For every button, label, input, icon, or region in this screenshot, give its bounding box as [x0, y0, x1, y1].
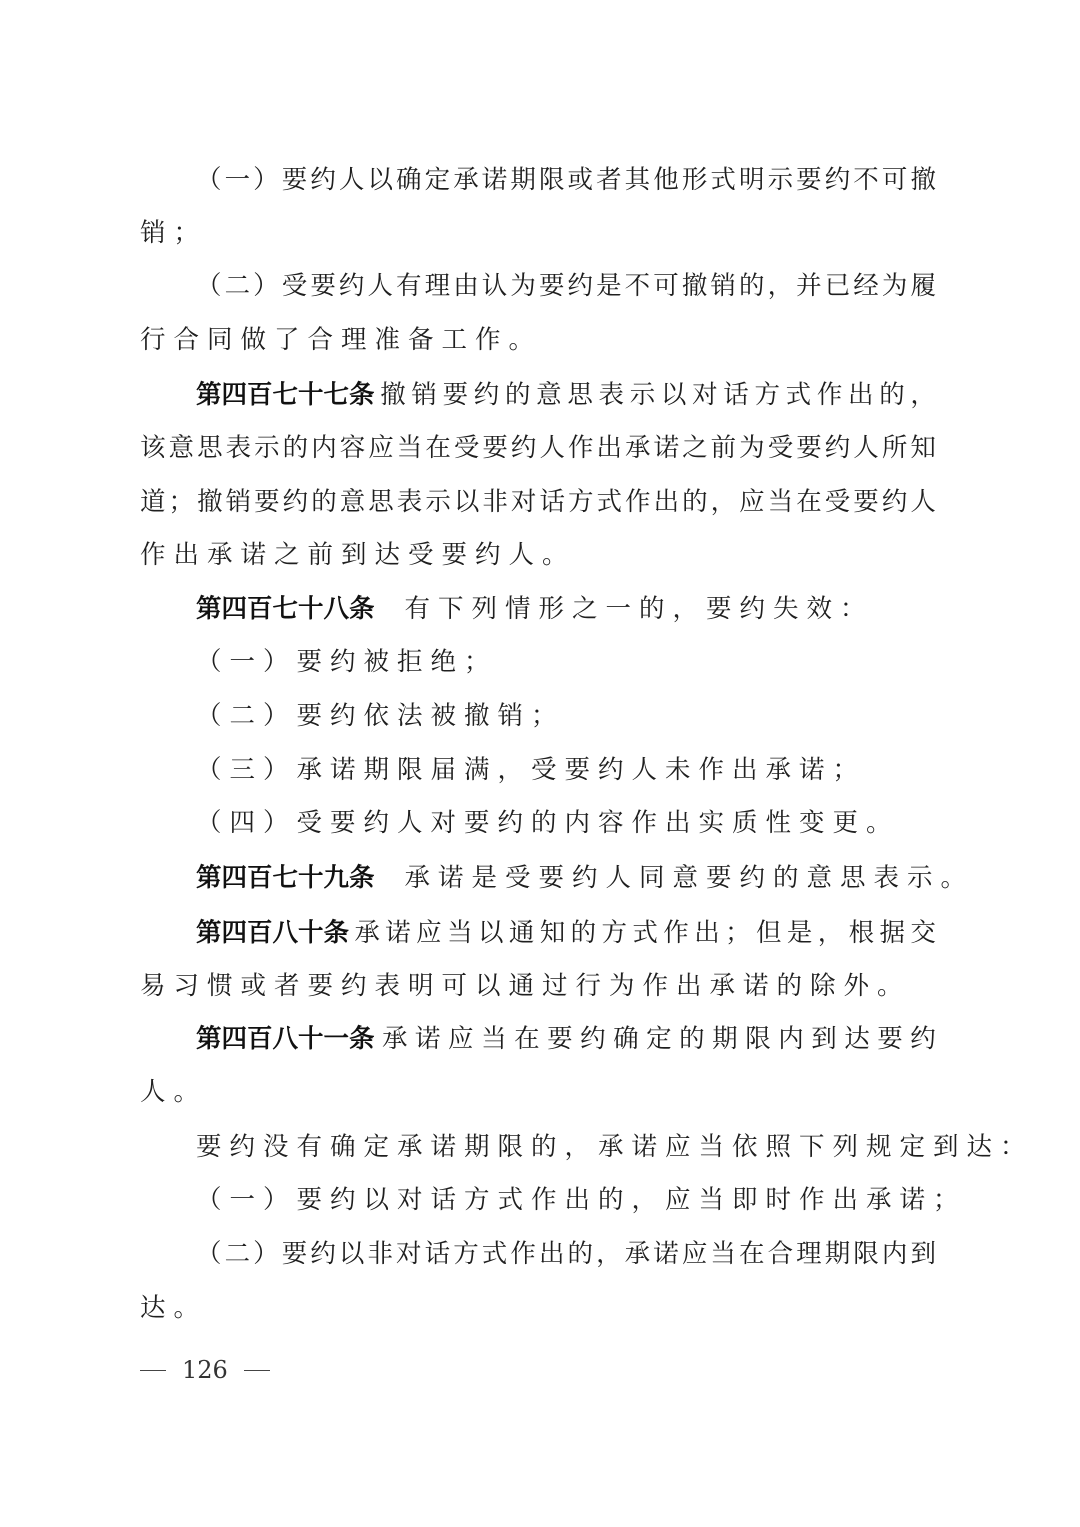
text-line: [196, 696, 565, 736]
line-text: （四）受要约人对要约的内容作出实质性变更。: [196, 808, 900, 838]
line-text: （二）要约依法被撤销；: [196, 701, 565, 731]
text-line: [196, 1180, 967, 1220]
text-line: [140, 535, 576, 575]
text-line: （ 一 ） 要 约 人 以 确 定 承 诺 期 限 或 者 其 他 形 式 明 示 要 约 不 可 撤: [196, 165, 936, 195]
text-line: [196, 750, 866, 790]
page-number-dash-left: [140, 1370, 166, 1371]
text-line: 该 意 思 表 示 的 内 容 应 当 在 受 要 约 人 作 出 承 诺 之 前 为 受 要 约 人 所 知: [140, 433, 936, 463]
line-text: 易习惯或者要约表明可以通过行为作出承诺的除外。: [140, 971, 911, 1001]
page-number: [140, 1350, 270, 1390]
article-heading: 第四百七十八条: [196, 594, 375, 624]
text-line: [196, 589, 874, 629]
line-text: 销；: [140, 218, 208, 248]
article-heading: 第四百八十一条: [196, 1024, 375, 1054]
text-line: 道 ； 撤 销 要 约 的 意 思 表 示 以 非 对 话 方 式 作 出 的 ， 应 当 在 受 要 约 人: [140, 487, 936, 517]
line-text: 行合同做了合理准备工作。: [140, 325, 543, 355]
text-line: [196, 858, 974, 898]
text-line: [140, 1072, 207, 1112]
page-number-value: 126: [182, 1356, 228, 1384]
text-line: [196, 1127, 1034, 1167]
text-line: （ 二 ） 受 要 约 人 有 理 由 认 为 要 约 是 不 可 撤 销 的 ， 并 已 经 为 履: [196, 271, 936, 301]
line-text: 承诺是受要约人同意要约的意思表示。: [404, 863, 975, 893]
line-text: 作出承诺之前到达受要约人。: [140, 540, 576, 570]
text-line: 第四百七十七条 撤 销 要 约 的 意 思 表 示 以 对 话 方 式 作 出 的 ，: [196, 375, 936, 415]
text-line: [140, 966, 911, 1006]
page-number-dash-right: [244, 1370, 270, 1371]
line-text: 人。: [140, 1077, 208, 1107]
text-line: [140, 1288, 207, 1328]
text-line: 第四百八十一条 承 诺 应 当 在 要 约 确 定 的 期 限 内 到 达 要 约: [196, 1019, 936, 1059]
line-text: 要约没有确定承诺期限的，承诺应当依照下列规定到达：: [196, 1132, 1034, 1162]
text-line: [196, 803, 900, 843]
text-line: 第四百八十条 承 诺 应 当 以 通 知 的 方 式 作 出 ； 但 是 ， 根 据 交: [196, 913, 936, 953]
article-heading: 第四百八十条: [196, 918, 350, 948]
text-line: （ 二 ） 要 约 以 非 对 话 方 式 作 出 的 ， 承 诺 应 当 在 合 理 期 限 内 到: [196, 1239, 936, 1269]
text-line: [196, 642, 498, 682]
line-text: 达。: [140, 1293, 208, 1323]
article-heading: 第四百七十七条: [196, 380, 375, 410]
text-line: [140, 320, 542, 360]
line-text: （一）要约被拒绝；: [196, 647, 498, 677]
article-heading: 第四百七十九条: [196, 863, 375, 893]
text-line: [140, 213, 207, 253]
line-text: 有下列情形之一的，要约失效：: [404, 594, 874, 624]
line-text: （一）要约以对话方式作出的，应当即时作出承诺；: [196, 1185, 967, 1215]
line-text: （三）承诺期限届满，受要约人未作出承诺；: [196, 755, 867, 785]
